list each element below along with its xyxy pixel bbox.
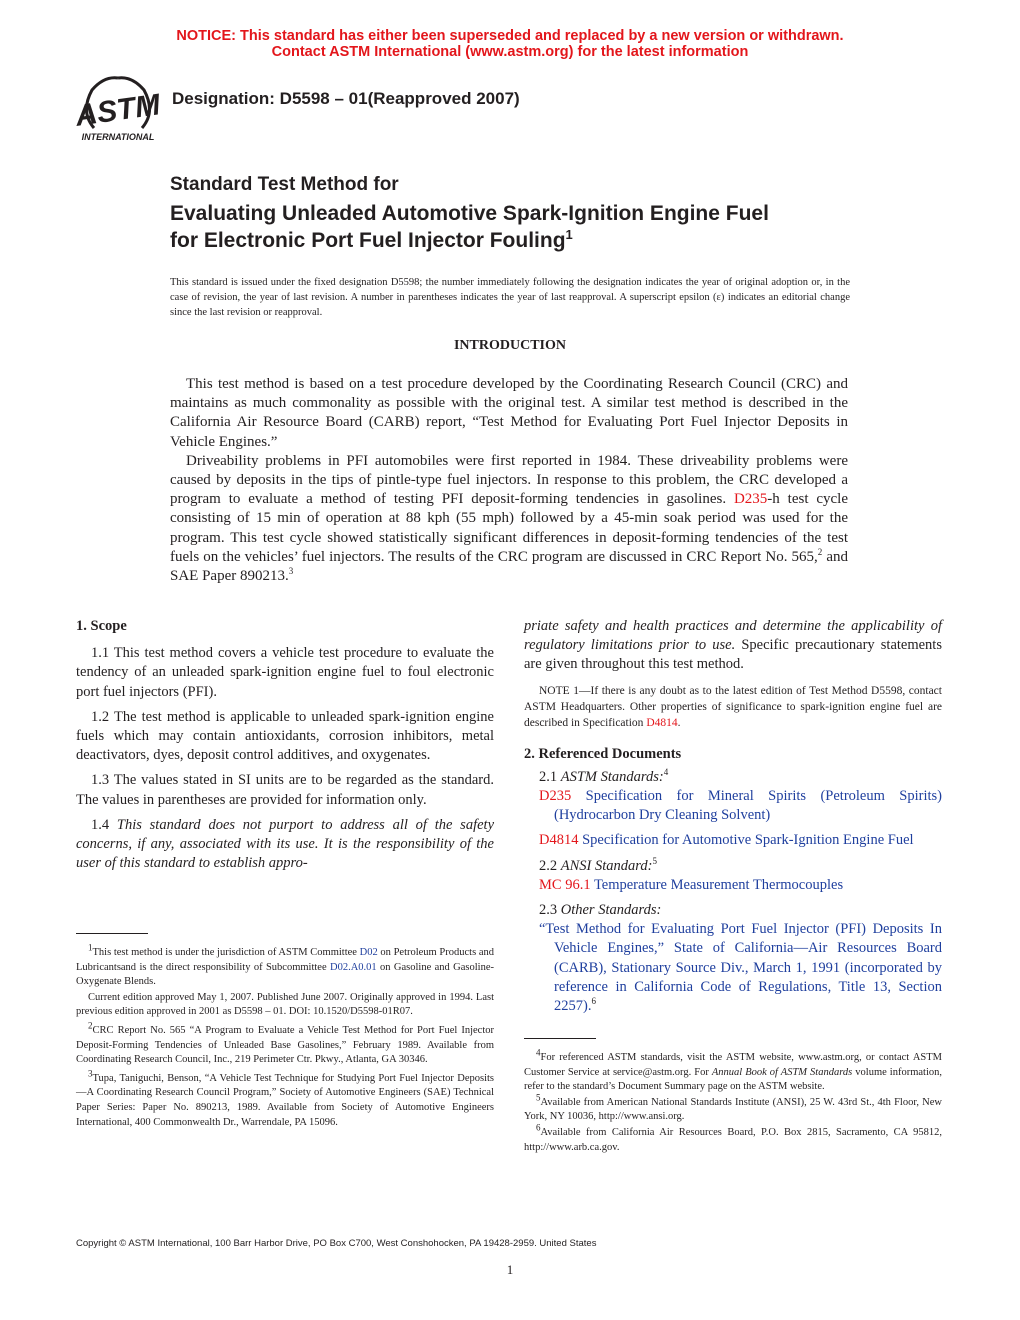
footnote-1-mark: 1 bbox=[88, 942, 93, 953]
footnote-5-mark: 5 bbox=[536, 1092, 541, 1103]
scope-heading: 1. Scope bbox=[76, 618, 127, 634]
footnote-1 bbox=[76, 942, 494, 990]
introduction-heading: INTRODUCTION bbox=[453, 338, 566, 353]
scope-1-4-cont-plain: Specific precautionary statements are given throughout this test method. bbox=[524, 637, 942, 673]
footnote-ref-3: 3 bbox=[288, 566, 294, 577]
link-d235-intro[interactable]: D235 bbox=[733, 491, 768, 508]
link-mc-96-1-title[interactable]: Temperature Measurement Thermocouples bbox=[590, 876, 844, 893]
ref-2-2-num: 2.2 bbox=[539, 857, 561, 874]
ref-2-2 bbox=[539, 857, 942, 876]
page-number: 1 bbox=[506, 1262, 514, 1277]
designation: Designation: D5598 – 01(Reapproved 2007) bbox=[172, 89, 520, 108]
issued-statement: This standard is issued under the fixed designation D5598; the number immediately following the designation indicates the year of original adoption or, in the case of revision, the year of last revision. A number in parentheses indicates the year of last reapproval. A superscript epsilon (ε) indicates an editorial change since the last revision or reapproval. bbox=[170, 277, 850, 318]
link-d4814[interactable]: D4814 bbox=[539, 832, 579, 849]
logo-text: ASTM bbox=[74, 88, 162, 133]
intro-paragraph-2 bbox=[170, 452, 848, 586]
footnote-ref-2: 2 bbox=[817, 546, 823, 557]
ref-2-3-num: 2.3 bbox=[539, 902, 561, 919]
footnote-ref-6: 6 bbox=[591, 996, 596, 1007]
footnote-4 bbox=[524, 1047, 942, 1095]
copyright: Copyright © ASTM International, 100 Barr Harbor Drive, PO Box C700, West Conshohocken, PA 19428-2959. United States bbox=[76, 1238, 597, 1249]
introduction-body bbox=[170, 375, 848, 586]
footnote-2-text: CRC Report No. 565 “A Program to Evaluate a Vehicle Test Method for Port Fuel Injector Deposit-Forming Tendencies of Unleaded Base Gasolines,” February 1989. Available from Coordinating Research Council, Inc., 219 Perimeter Ctr. Pkwy., Atlanta, GA 30346. bbox=[76, 1024, 494, 1066]
footnote-4-italic: Annual Book of ASTM Standards bbox=[711, 1066, 853, 1078]
scope-1-3: 1.3 The values stated in SI units are to be regarded as the standard. The values in parentheses are provided for information only. bbox=[76, 772, 494, 808]
link-carb-ref[interactable]: “Test Method for Evaluating Port Fuel Injector (PFI) Deposits In Vehicle Engines,” State of California—Air Resources Board (CARB), Stationary Source Div., March 1, 1991 (incorporated by reference in California Code of Regulations, Title 13, Section 2257). bbox=[539, 921, 942, 1015]
footnotes-right bbox=[524, 1047, 942, 1156]
footnote-rule-right bbox=[524, 1038, 596, 1039]
logo-subtext: INTERNATIONAL bbox=[81, 132, 155, 142]
footnote-4-mark: 4 bbox=[536, 1047, 541, 1058]
footnote-ref-5: 5 bbox=[652, 855, 657, 866]
title-line-2: Evaluating Unleaded Automotive Spark-Ignition Engine Fuel bbox=[170, 202, 769, 225]
notice-line-2: Contact ASTM International (www.astm.org) for the latest information bbox=[271, 44, 749, 60]
ref-2-1-num: 2.1 bbox=[539, 768, 561, 785]
footnote-5-text: Available from American National Standards Institute (ANSI), 25 W. 43rd St., 4th Floor, New York, NY 10036, http://www.ansi.org. bbox=[524, 1096, 942, 1123]
footnote-5 bbox=[524, 1092, 942, 1125]
footnote-6-text: Available from California Air Resources Board, P.O. Box 2815, Sacramento, CA 95812, http://www.arb.ca.gov. bbox=[524, 1126, 942, 1153]
footnotes-left bbox=[76, 942, 494, 1131]
note-1-start: NOTE 1—If there is any doubt as to the latest edition of Test Method D5598, contact ASTM Headquarters. Other properties of significance to spark-ignition engine fuel are described in Specification bbox=[524, 684, 942, 729]
astm-logo bbox=[74, 72, 162, 144]
footnote-1-c: on Gasoline and Gasoline-Oxygenate Blends. bbox=[76, 961, 494, 988]
scope-1-4-num: 1.4 bbox=[91, 816, 117, 833]
footnote-4-b: volume information, refer to the standard’s Document Summary page on the ASTM website. bbox=[524, 1066, 942, 1093]
footnote-4-a: For referenced ASTM standards, visit the ASTM website, www.astm.org, or contact ASTM Customer Service at service@astm.org. For bbox=[524, 1052, 942, 1078]
ref-2-2-label: ANSI Standard: bbox=[560, 857, 653, 874]
footnote-2 bbox=[76, 1020, 494, 1068]
footnote-1-edition: Current edition approved May 1, 2007. Published June 2007. Originally approved in 1994. Last previous edition approved in 2001 as D5598 – 01. DOI: 10.1520/D5598-01R07. bbox=[76, 991, 494, 1018]
ref-2-1-label: ASTM Standards: bbox=[560, 768, 664, 785]
footnote-1-a: This test method is under the jurisdiction of ASTM Committee bbox=[92, 947, 360, 958]
footnote-6 bbox=[524, 1122, 942, 1155]
right-column bbox=[524, 617, 942, 1022]
note-1-end: . bbox=[677, 716, 681, 729]
scope-1-4-italic: This standard does not purport to address all of the safety concerns, if any, associated with its use. It is the responsibility of the user of this standard to establish appro- bbox=[76, 816, 495, 872]
link-d02-a0-01[interactable]: D02.A0.01 bbox=[330, 961, 377, 973]
ref-2-3-label: Other Standards: bbox=[560, 902, 662, 919]
scope-1-4-continued bbox=[524, 617, 942, 675]
intro-paragraph-1: This test method is based on a test procedure developed by the Coordinating Research Council (CRC) and maintains as much commonality as possible with the original test. A similar test method is described in the California Air Resource Board (CARB) report, “Test Method for Evaluating Port Fuel Injector Deposits in Vehicle Engines.” bbox=[170, 376, 848, 450]
notice-line-1: NOTICE: This standard has either been superseded and replaced by a new version or withdrawn. bbox=[176, 28, 844, 44]
ref-mc-96-1 bbox=[539, 876, 942, 895]
ref-2-3 bbox=[539, 901, 942, 920]
link-d4814-title[interactable]: Specification for Automotive Spark-Ignition Engine Fuel bbox=[578, 832, 914, 849]
scope-1-4 bbox=[76, 816, 494, 874]
title-line-3-wrap bbox=[170, 227, 769, 254]
title-footnote-mark: 1 bbox=[565, 227, 573, 242]
link-d235[interactable]: D235 bbox=[539, 788, 572, 805]
footnote-3-text: Tupa, Taniguchi, Benson, “A Vehicle Test Technique for Studying Port Fuel Injector Deposits—A Coordinating Research Council Program,” Society of Automotive Engineers (SAE) Technical Paper Series: Paper No. 890213, 1989. Available from Society of Automotive Engineers International, 400 Commonwealth Dr., Warrendale, PA 15096. bbox=[76, 1072, 494, 1128]
ref-2-1 bbox=[539, 768, 942, 787]
intro-p2-mid: and SAE Paper 890213. bbox=[170, 548, 848, 585]
ref-carb bbox=[539, 920, 942, 1016]
ref-d4814 bbox=[539, 831, 942, 850]
footnote-1-b: on Petroleum Products and Lubricantsand is the direct responsibility of Subcommittee bbox=[76, 947, 494, 973]
link-d235-title[interactable]: Specification for Mineral Spirits (Petroleum Spirits) (Hydrocarbon Dry Cleaning Solvent) bbox=[554, 788, 942, 824]
note-1 bbox=[524, 683, 942, 731]
scope-1-4-cont-italic: priate safety and health practices and determine the applicability of regulatory limitations prior to use. bbox=[524, 618, 942, 654]
title-line-1: Standard Test Method for bbox=[170, 174, 399, 195]
link-d02[interactable]: D02 bbox=[359, 947, 378, 958]
intro-p2-start: Driveability problems in PFI automobiles were first reported in 1984. These driveability problems were caused by deposits in the tips of pintle-type fuel injectors. In response to this problem, the CRC developed a program to evaluate a method of testing PFI deposit-forming tendencies in gasolines. bbox=[170, 452, 848, 508]
footnote-3-mark: 3 bbox=[88, 1068, 93, 1079]
scope-1-1: 1.1 This test method covers a vehicle test procedure to evaluate the tendency of an unleaded spark-ignition engine fuel to foul electronic port fuel injectors (PFI). bbox=[76, 645, 494, 700]
footnote-ref-4: 4 bbox=[663, 766, 669, 777]
footnote-rule-left bbox=[76, 933, 148, 934]
footnote-2-mark: 2 bbox=[88, 1020, 93, 1031]
link-mc-96-1[interactable]: MC 96.1 bbox=[539, 876, 591, 893]
footnote-6-mark: 6 bbox=[536, 1122, 541, 1133]
scope-1-2: 1.2 The test method is applicable to unleaded spark-ignition engine fuels which may contain antioxidants, corrosion inhibitors, metal deactivators, dyes, deposit control additives, and oxygenates. bbox=[76, 708, 494, 764]
link-d4814-note[interactable]: D4814 bbox=[646, 716, 678, 729]
title-main bbox=[170, 200, 769, 254]
ref-d235 bbox=[539, 787, 942, 825]
referenced-documents-heading: 2. Referenced Documents bbox=[524, 745, 682, 762]
intro-p2-end: -h test cycle consisting of 15 min of operation at 88 kph (55 mph) followed by a 45-min soak period was used for the program. This test cycle showed statistically significant differences in deposit-forming tendencies of the test fuels on the vehicles’ fuel injectors. The results of the CRC program are discussed in CRC Report No. 565, bbox=[170, 491, 849, 565]
title-line-3: for Electronic Port Fuel Injector Fouling bbox=[170, 229, 566, 252]
left-column bbox=[76, 617, 494, 879]
footnote-3 bbox=[76, 1068, 494, 1130]
